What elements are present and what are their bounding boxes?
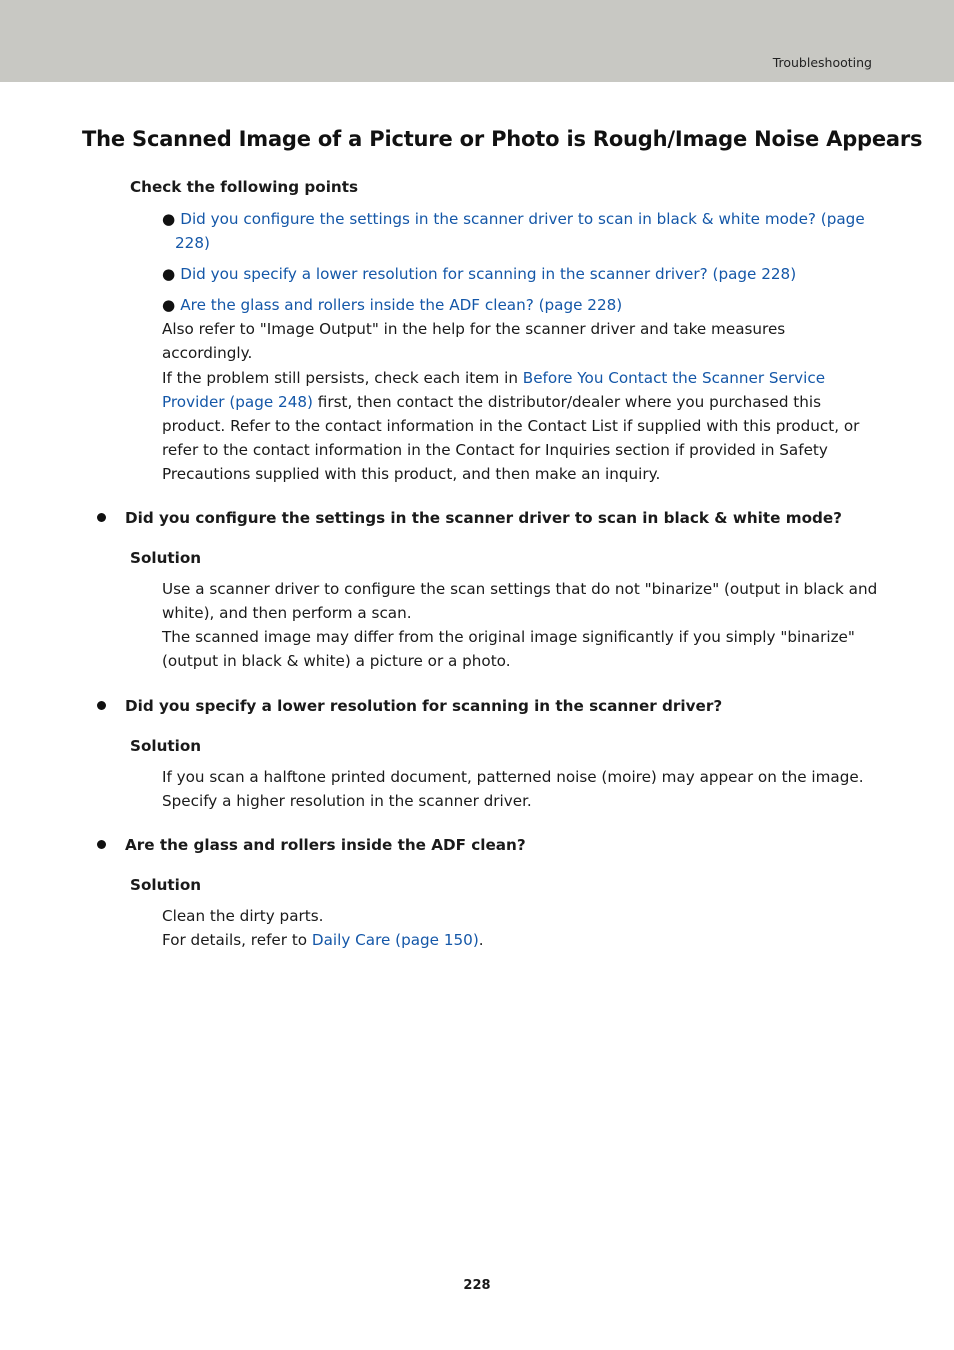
persist-text-pre: If the problem still persists, check each item in <box>162 369 523 387</box>
check-link-1[interactable]: Did you configure the settings in the scanner driver to scan in black & white mode? (page <box>180 210 865 228</box>
bullet-icon: ● <box>162 265 176 283</box>
details-post: . <box>478 931 484 949</box>
header-bar <box>0 0 954 82</box>
check-link-1-cont[interactable]: 228) <box>175 234 210 252</box>
persist-text-line: Precautions supplied with this product, and then make an inquiry. <box>162 465 661 483</box>
before-contact-link-cont[interactable]: Provider (page 248) <box>162 393 313 411</box>
solution-text: The scanned image may differ from the original image significantly if you simply "binarize" <box>162 628 855 646</box>
bullet-dot-icon <box>97 701 106 710</box>
question-heading: Did you specify a lower resolution for scanning in the scanner driver? <box>125 697 723 715</box>
check-link-2[interactable]: Did you specify a lower resolution for scanning in the scanner driver? (page 228) <box>180 265 797 283</box>
check-list-item <box>162 207 865 231</box>
question-heading: Are the glass and rollers inside the ADF clean? <box>125 836 526 854</box>
check-heading: Check the following points <box>130 178 359 196</box>
question-heading: Did you configure the settings in the scanner driver to scan in black & white mode? <box>125 509 842 527</box>
solution-text: Use a scanner driver to configure the scan settings that do not "binarize" (output in black and <box>162 580 878 598</box>
also-refer-text: Also refer to "Image Output" in the help for the scanner driver and take measures <box>162 320 786 338</box>
bullet-icon: ● <box>162 296 176 314</box>
persist-text-cont <box>162 390 821 414</box>
daily-care-link[interactable]: Daily Care (page 150) <box>311 931 479 949</box>
solution-text: Specify a higher resolution in the scanner driver. <box>162 792 532 810</box>
persist-text-post: first, then contact the distributor/dealer where you purchased this <box>312 393 822 411</box>
bullet-dot-icon <box>97 513 106 522</box>
solution-label: Solution <box>130 876 202 894</box>
check-list-item <box>162 293 622 317</box>
page-title: The Scanned Image of a Picture or Photo is Rough/Image Noise Appears <box>82 127 923 151</box>
solution-label: Solution <box>130 549 202 567</box>
check-link-3[interactable]: Are the glass and rollers inside the ADF clean? (page 228) <box>180 296 623 314</box>
solution-text: white), and then perform a scan. <box>162 604 412 622</box>
solution-text <box>162 928 484 952</box>
bullet-icon: ● <box>162 210 176 228</box>
solution-label: Solution <box>130 737 202 755</box>
before-contact-link[interactable]: Before You Contact the Scanner Service <box>522 369 826 387</box>
bullet-dot-icon <box>97 840 106 849</box>
header-section-label: Troubleshooting <box>772 55 872 70</box>
solution-text: If you scan a halftone printed document, patterned noise (moire) may appear on the image. <box>162 768 864 786</box>
persist-text-line: refer to the contact information in the Contact for Inquiries section if provided in Safety <box>162 441 828 459</box>
check-list-item <box>162 262 796 286</box>
solution-text: Clean the dirty parts. <box>162 907 324 925</box>
persist-text-line: product. Refer to the contact information in the Contact List if supplied with this product, or <box>162 417 860 435</box>
page-number: 228 <box>463 1278 491 1293</box>
solution-text: (output in black & white) a picture or a photo. <box>162 652 511 670</box>
persist-text <box>162 366 825 390</box>
details-pre: For details, refer to <box>162 931 312 949</box>
check-list-item-cont <box>175 231 210 255</box>
also-refer-text-cont: accordingly. <box>162 344 253 362</box>
